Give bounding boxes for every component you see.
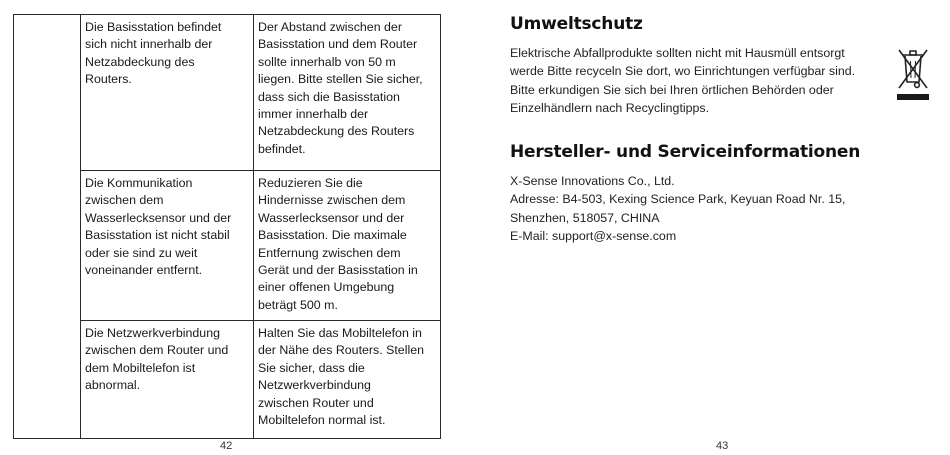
cause-cell: Die Basisstation befindet sich nicht innerhalb der Netzabdeckung des Routers. xyxy=(81,15,254,171)
cause-cell: Die Kommunikation zwischen dem Wasserlecksensor und der Basisstation ist nicht stabil oder sie sind zu weit voneinander entfernt. xyxy=(81,171,254,321)
environment-title: Umweltschutz xyxy=(510,14,643,34)
problem-cell xyxy=(14,15,81,439)
table-row xyxy=(14,15,441,171)
solution-cell: Reduzieren Sie die Hindernisse zwischen dem Wasserlecksensor und der Basisstation. Die maximale Entfernung zwischen dem Gerät und der Basisstation in einer offenen Umgebung beträgt 500 m. xyxy=(254,171,441,321)
troubleshooting-table xyxy=(13,14,441,439)
weee-crossed-bin-icon xyxy=(895,42,931,104)
environment-text: Elektrische Abfallprodukte sollten nicht mit Hausmüll entsorgt werde Bitte recyceln Sie dort, wo Einrichtungen verfügbar sind. Bitte erkundigen Sie sich bei Ihren örtlichen Behörden oder Einzelhändlern nach Recyclingtipps. xyxy=(510,46,856,116)
manufacturer-text: X-Sense Innovations Co., Ltd. Adresse: B4-503, Kexing Science Park, Keyuan Road Nr. 15, Shenzhen, 518057, CHINA E-Mail: support@x-sense.com xyxy=(510,174,846,244)
page-number-right: 43 xyxy=(716,440,729,452)
page-number-left: 42 xyxy=(220,440,233,452)
solution-cell: Halten Sie das Mobiltelefon in der Nähe des Routers. Stellen Sie sicher, dass die Netzwerkverbindung zwischen Router und Mobiltelefon normal ist. xyxy=(254,321,441,439)
cause-cell: Die Netzwerkverbindung zwischen dem Router und dem Mobiltelefon ist abnormal. xyxy=(81,321,254,439)
manufacturer-title: Hersteller- und Serviceinformationen xyxy=(510,142,861,162)
solution-cell: Der Abstand zwischen der Basisstation und dem Router sollte innerhalb von 50 m liegen. Bitte stellen Sie sicher, dass sich die Basisstation immer innerhalb der Netzabdeckung des Routers befindet. xyxy=(254,15,441,171)
